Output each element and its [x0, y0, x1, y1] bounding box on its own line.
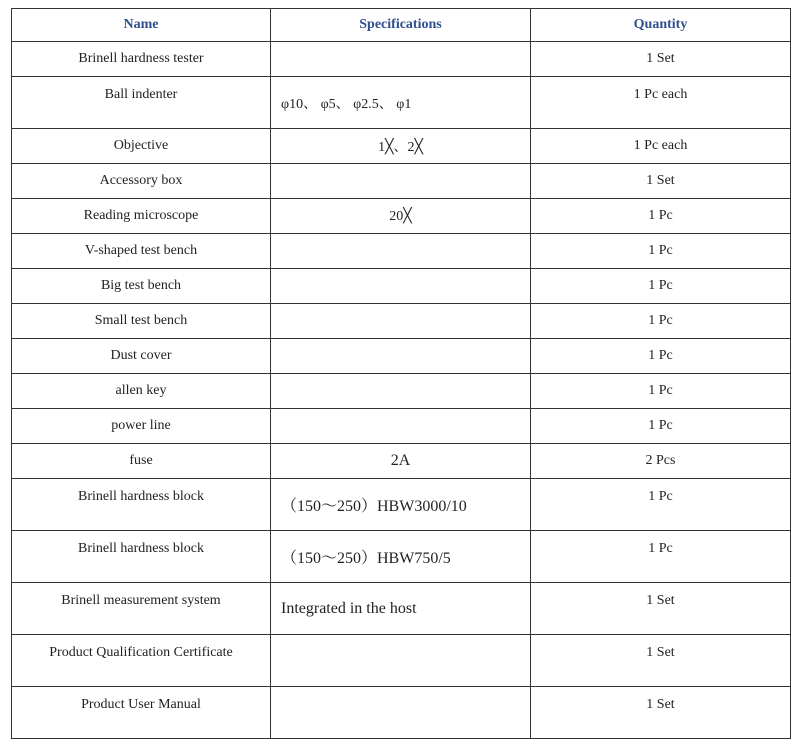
table-row — [12, 583, 791, 635]
table-row — [12, 531, 791, 583]
item-spec — [271, 374, 531, 409]
header-quantity: Quantity — [531, 9, 791, 42]
table-row — [12, 129, 791, 164]
item-name: fuse — [12, 444, 271, 479]
item-spec — [271, 42, 531, 77]
item-qty: 1 Set — [531, 687, 791, 739]
item-qty: 1 Set — [531, 635, 791, 687]
table-row — [12, 42, 791, 77]
item-spec — [271, 635, 531, 687]
item-name: Big test bench — [12, 269, 271, 304]
table-row — [12, 304, 791, 339]
item-qty: 1 Pc — [531, 531, 791, 583]
item-name: Brinell hardness block — [12, 531, 271, 583]
item-spec: Integrated in the host — [271, 583, 531, 635]
table-row — [12, 444, 791, 479]
item-name: allen key — [12, 374, 271, 409]
item-name: Brinell measurement system — [12, 583, 271, 635]
item-qty: 1 Set — [531, 164, 791, 199]
item-spec — [271, 269, 531, 304]
item-name: Product User Manual — [12, 687, 271, 739]
item-spec: 2A — [271, 444, 531, 479]
item-spec: φ10、 φ5、 φ2.5、 φ1 — [271, 77, 531, 129]
item-spec — [271, 687, 531, 739]
item-spec: （150～250）HBW750/5 — [271, 531, 531, 583]
item-name: Objective — [12, 129, 271, 164]
table-row — [12, 199, 791, 234]
item-name: Ball indenter — [12, 77, 271, 129]
table-row — [12, 479, 791, 531]
item-spec — [271, 304, 531, 339]
table-row — [12, 164, 791, 199]
item-spec — [271, 164, 531, 199]
item-qty: 1 Pc — [531, 479, 791, 531]
table-row — [12, 409, 791, 444]
item-qty: 1 Pc — [531, 234, 791, 269]
item-qty: 2 Pcs — [531, 444, 791, 479]
table-row — [12, 635, 791, 687]
table-row — [12, 77, 791, 129]
item-qty: 1 Pc — [531, 409, 791, 444]
item-spec — [271, 409, 531, 444]
table-header-row — [12, 9, 791, 42]
item-qty: 1 Pc each — [531, 129, 791, 164]
item-spec: （150～250）HBW3000/10 — [271, 479, 531, 531]
item-qty: 1 Pc — [531, 339, 791, 374]
item-spec: 1╳、2╳ — [271, 129, 531, 164]
item-qty: 1 Pc — [531, 304, 791, 339]
table-row — [12, 234, 791, 269]
table-row — [12, 269, 791, 304]
item-name: power line — [12, 409, 271, 444]
item-spec — [271, 234, 531, 269]
item-qty: 1 Pc — [531, 269, 791, 304]
item-name: V-shaped test bench — [12, 234, 271, 269]
item-name: Accessory box — [12, 164, 271, 199]
packing-list-table — [11, 8, 791, 739]
item-name: Brinell hardness block — [12, 479, 271, 531]
item-name: Small test bench — [12, 304, 271, 339]
header-specifications: Specifications — [271, 9, 531, 42]
table-row — [12, 339, 791, 374]
item-qty: 1 Set — [531, 42, 791, 77]
table-row — [12, 374, 791, 409]
item-name: Product Qualification Certificate — [12, 635, 271, 687]
header-name: Name — [12, 9, 271, 42]
item-name: Brinell hardness tester — [12, 42, 271, 77]
item-name: Reading microscope — [12, 199, 271, 234]
item-qty: 1 Pc each — [531, 77, 791, 129]
item-spec — [271, 339, 531, 374]
item-qty: 1 Pc — [531, 199, 791, 234]
item-name: Dust cover — [12, 339, 271, 374]
item-qty: 1 Set — [531, 583, 791, 635]
item-qty: 1 Pc — [531, 374, 791, 409]
table-row — [12, 687, 791, 739]
item-spec: 20╳ — [271, 199, 531, 234]
